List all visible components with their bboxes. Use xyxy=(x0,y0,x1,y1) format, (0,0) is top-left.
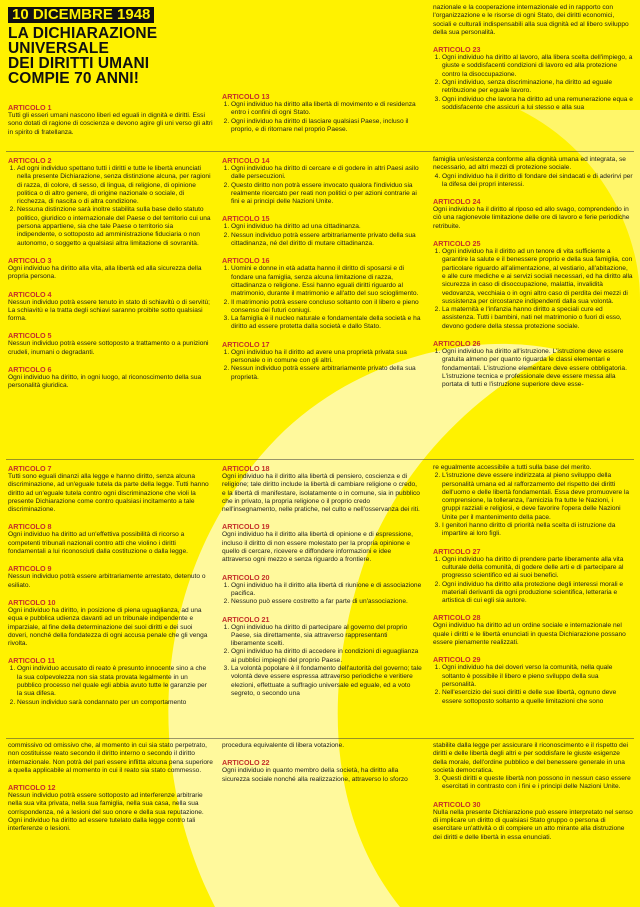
article-17 xyxy=(222,340,422,382)
article-2 xyxy=(8,156,213,248)
article-heading: ARTICOLO 4 xyxy=(8,289,52,299)
col3-row3 xyxy=(433,464,633,734)
article-heading: ARTICOLO 3 xyxy=(8,255,52,265)
article-text: Tutti gli esseri umani nascono liberi ed eguali in dignità e diritti. Essi sono dotati di ragione di coscienza e devono agire gli uni verso gli altri in spirito di fratellanza. xyxy=(8,112,213,136)
continued-list xyxy=(433,775,633,792)
list-item: 2. L'istruzione deve essere indirizzata al pieno sviluppo della personalità umana ed al rafforzamento del rispetto dei diritti dell'uomo e delle libertà fondamentali. Essa deve promuovere la comprensione, la tolleranza, l'amicizia fra tutte le Nazioni, i gruppi razziali e religiosi, e deve favorire l'opera delle Nazioni Unite per il mantenimento della pace. xyxy=(442,472,633,522)
article-heading: ARTICOLO 12 xyxy=(8,783,56,793)
article-text: Ogni individuo ha il diritto al riposo ed allo svago, comprendendo in ciò una ragionevole limitazione delle ore di lavoro e ferie periodiche retribuite. xyxy=(433,206,630,230)
article-text: Ogni individuo ha diritto ad un ordine sociale e internazionale nel quale i diritti e le libertà enunciati in questa Dichiarazione possano essere pienamente realizzati. xyxy=(433,622,626,647)
article-heading: ARTICOLO 6 xyxy=(8,365,52,375)
col3-row4 xyxy=(433,742,633,902)
article-text: Ogni individuo ha diritto, in posizione di piena uguaglianza, ad una equa e pubblica udienza davanti ad un tribunale indipendente e imparziale, al fine della determinazione dei suoi diritti e dei suoi doveri, nonché della fondatezza di ogni accusa penale che gli venga rivolta. xyxy=(8,606,208,648)
list-item: 3. La volontà popolare è il fondamento dell'autorità del governo; tale volontà deve essere espressa attraverso periodiche e veritiere elezioni, effettuate a suffragio universale ed eguale, ed a voto segreto, o secondo una xyxy=(231,665,422,698)
article-7 xyxy=(8,464,213,514)
article-heading: ARTICOLO 27 xyxy=(433,546,481,556)
article-heading: ARTICOLO 5 xyxy=(8,331,52,341)
article-22 xyxy=(222,758,422,784)
list-item: 3. La famiglia è il nucleo naturale e fondamentale della società e ha diritto ad essere protetta dalla società e dallo Stato. xyxy=(231,315,422,332)
article-9 xyxy=(8,564,213,590)
list-item: 1. Ogni individuo ha diritto di partecipare al governo del proprio Paese, sia direttamente, sia attraverso rappresentanti liberamente scelti. xyxy=(231,624,422,649)
list-item: 2. Ogni individuo ha diritto alla protezione degli interessi morali e materiali derivanti da ogni produzione scientifica, letteraria e artistica di cui egli sia autore. xyxy=(442,581,633,606)
continued-text: procedura equivalente di libera votazione. xyxy=(222,742,345,749)
col2-top xyxy=(222,92,422,150)
article-11 xyxy=(8,656,213,706)
list-item: 1. Ogni individuo ha diritto alla libertà di movimento e di residenza entro i confini di ogni Stato. xyxy=(231,101,422,118)
list-item: 1. Ogni individuo ha diritto di prendere parte liberamente alla vita culturale della comunità, di godere delle arti e di partecipare al progresso scientifico ed ai suoi benefici. xyxy=(442,556,633,581)
article-text: Ogni individuo ha diritto alla vita, alla libertà ed alla sicurezza della propria persona. xyxy=(8,264,202,281)
article-heading: ARTICOLO 22 xyxy=(222,758,270,768)
article-heading: ARTICOLO 13 xyxy=(222,92,270,101)
article-heading: ARTICOLO 25 xyxy=(433,239,481,249)
continued-text: stabilite dalla legge per assicurare il riconoscimento e il rispetto dei diritti e delle libertà degli altri e per soddisfare le giuste esigenze della morale, dell'ordine pubblico e del benessere generale in una società democratica. xyxy=(433,742,628,774)
article-3 xyxy=(8,256,213,282)
article-text: Ogni individuo ha diritto, in ogni luogo, al riconoscimento della sua personalità giuridica. xyxy=(8,374,202,390)
article-text: Nessun individuo potrà essere tenuto in stato di schiavitù o di servitù; La schiavitù e la tratta degli schiavi saranno proibite sotto qualsiasi forma. xyxy=(8,298,210,323)
list-item: 2. Nessun individuo sarà condannato per un comportamento xyxy=(17,699,213,707)
section-divider xyxy=(6,151,634,152)
list-item: 2. Ogni individuo ha diritto di lasciare qualsiasi Paese, incluso il proprio, e di ritornare nel proprio Paese. xyxy=(231,118,422,135)
continued-text: re egualmente accessibile a tutti sulla base del merito. xyxy=(433,464,592,471)
list-item: 2. Ogni individuo ha diritto di accedere in condizioni di eguaglianza ai pubblici impieghi del proprio Paese. xyxy=(231,648,422,665)
article-27 xyxy=(433,547,633,606)
col1-row3 xyxy=(8,464,213,734)
continued-text: commissivo od omissivo che, al momento in cui sia stato perpetrato, non costituisse reato secondo il diritto interno o secondo il diritto internazionale. Non potrà del pari essere inflitta alcuna pena superiore a quella applicabile al momento in cui il reato sia stato commesso. xyxy=(8,742,213,774)
article-heading: ARTICOLO 11 xyxy=(8,656,56,666)
article-text: Nessun individuo potrà essere sottoposto ad interferenze arbitrarie nella sua vita privata, nella sua famiglia, nella sua casa, nella sua corrispondenza, né a lesioni del suo onore e della sua reputazione. Ogni individuo ha diritto ad essere tutelato dalla legge contro tali interferenze o lesioni. xyxy=(8,792,204,833)
article-heading: ARTICOLO 15 xyxy=(222,214,270,224)
article-heading: ARTICOLO 24 xyxy=(433,197,481,207)
article-6 xyxy=(8,365,213,391)
list-item: 1. Ogni individuo ha diritto di cercare e di godere in altri Paesi asilo dalle persecuzioni. xyxy=(231,165,422,182)
continued-list xyxy=(433,173,633,190)
list-item: 3. Ogni individuo che lavora ha diritto ad una remunerazione equa e soddisfacente che assicuri a lui stesso e alla sua xyxy=(442,96,633,113)
article-28 xyxy=(433,613,633,647)
article-text: Ogni individuo in quanto membro della società, ha diritto alla sicurezza sociale nonché alla realizzazione, attraverso lo sforzo xyxy=(222,767,408,783)
article-heading: ARTICOLO 17 xyxy=(222,339,270,349)
article-10 xyxy=(8,598,213,648)
list-item: 2. Nessuno può essere costretto a far parte di un'associazione. xyxy=(231,598,422,606)
list-item: 2. Il matrimonio potrà essere concluso soltanto con il libero e pieno consenso dei futuri coniugi. xyxy=(231,299,422,316)
list-item: 1. Ad ogni individuo spettano tutti i diritti e tutte le libertà enunciati nella presente Dichiarazione, senza distinzione alcuna, per ragioni di razza, di colore, di sesso, di lingua, di religione, di opinione politica o di altro genere, di origine nazionale o sociale, di ricchezza, di nascita o di altra condizione. xyxy=(17,165,213,206)
continued-list xyxy=(433,472,633,538)
col2-row2 xyxy=(222,156,422,456)
section-divider xyxy=(6,459,634,460)
article-19 xyxy=(222,522,422,564)
list-item: 2. Ogni individuo, senza discriminazione, ha diritto ad eguale retribuzione per eguale lavoro. xyxy=(442,79,633,96)
article-12 xyxy=(8,783,213,833)
col3-top xyxy=(433,4,633,150)
list-item: 1. Ogni individuo ha dei doveri verso la comunità, nella quale soltanto è possibile il libero e pieno sviluppo della sua personalità. xyxy=(442,664,633,689)
article-heading: ARTICOLO 29 xyxy=(433,655,481,665)
article-30 xyxy=(433,800,633,842)
list-item: 3. I genitori hanno diritto di priorità nella scelta di istruzione da impartire ai loro figli. xyxy=(442,522,633,539)
article-text: Tutti sono eguali dinanzi alla legge e hanno diritto, senza alcuna discriminazione, ad un'eguale tutela da parte della legge. Tutti hanno diritto ad un'eguale tutela contro ogni discriminazione che violi la presente Dichiarazione come contro qualsiasi incitamento a tale discriminazione. xyxy=(8,473,209,514)
list-item: 1. Ogni individuo ha il diritto ad un tenore di vita sufficiente a garantire la salute e il benessere proprio e della sua famiglia, con particolare riguardo all'alimentazione, al vestiario, all'abitazione, e alle cure mediche e ai servizi sociali necessari, ed ha diritto alla sicurezza in caso di disoccupazione, malattia, invalidità vedovanza, vecchiaia o in ogni altro caso di perdita dei mezzi di sussistenza per circostanze indipendenti dalla sua volontà. xyxy=(442,248,633,306)
header xyxy=(8,6,234,86)
col1-row2 xyxy=(8,156,213,456)
article-heading: ARTICOLO 23 xyxy=(433,45,481,55)
list-item: 1. Ogni individuo ha diritto ad una cittadinanza. xyxy=(231,223,422,231)
list-item: 1. Ogni individuo ha il diritto ad avere una proprietà privata sua personale o in comune con gli altri. xyxy=(231,349,422,366)
article-heading: ARTICOLO 10 xyxy=(8,597,56,607)
title-line: DEI DIRITTI UMANI xyxy=(8,55,150,72)
title-line: COMPIE 70 ANNI! xyxy=(8,70,139,87)
list-item: 1. Ogni individuo ha il diritto alla libertà di riunione e di associazione pacifica. xyxy=(231,582,422,599)
article-text: Nulla nella presente Dichiarazione può essere interpretato nel senso di implicare un diritto di qualsiasi Stato gruppo o persona di esercitare un'attività o di compiere un atto mirante alla distruzione dei diritti e delle libertà in essa enunciati. xyxy=(433,808,633,841)
article-heading: ARTICOLO 2 xyxy=(8,156,52,165)
article-heading: ARTICOLO 20 xyxy=(222,572,270,582)
article-21 xyxy=(222,615,422,699)
header-title xyxy=(8,26,234,86)
list-item: 3. Questi diritti e queste libertà non possono in nessun caso essere esercitati in contrasto con i fini e i principi delle Nazioni Unite. xyxy=(442,775,633,792)
list-item: 2. Questo diritto non potrà essere invocato qualora l'individuo sia realmente ricercato per reati non politici o per azioni contrarie ai fini e ai principi delle Nazioni Unite. xyxy=(231,182,422,207)
article-1 xyxy=(8,103,213,137)
article-heading: ARTICOLO 30 xyxy=(433,799,481,809)
article-text: Ogni individuo ha diritto ad un'effettiva possibilità di ricorso a competenti tribunali nazionali contro atti che violino i diritti fondamentali a lui riconosciuti dalla costituzione o dalla legge. xyxy=(8,531,188,556)
list-item: 1. Ogni individuo accusato di reato è presunto innocente sino a che la sua colpevolezza non sia stata provata legalmente in un pubblico processo nel quale egli abbia avuto tutte le garanzie per la sua difesa. xyxy=(17,665,213,698)
article-heading: ARTICOLO 16 xyxy=(222,256,270,266)
article-heading: ARTICOLO 8 xyxy=(8,522,52,532)
article-13 xyxy=(222,92,422,134)
article-heading: ARTICOLO 19 xyxy=(222,522,270,532)
col1-row4 xyxy=(8,742,213,902)
continued-text: nazionale e la cooperazione internazionale ed in rapporto con l'organizzazione e le risorse di ogni Stato, dei diritti economici, sociali e culturali indispensabili alla sua dignità ed al libero sviluppo della sua personalità. xyxy=(433,4,629,36)
article-5 xyxy=(8,331,213,357)
section-divider xyxy=(6,738,634,739)
article-26 xyxy=(433,339,633,389)
article-16 xyxy=(222,256,422,331)
list-item: 1. Ogni individuo ha diritto all'istruzione. L'istruzione deve essere gratuita almeno per quanto riguarda le classi elementari e fondamentali. L'istruzione elementare deve essere obbligatoria. L'istruzione tecnica e professionale deve essere messa alla portata di tutti e l'istruzione superiore deve esse- xyxy=(442,348,633,389)
col2-row4 xyxy=(222,742,422,902)
article-text: Nessun individuo potrà essere arbitrariamente arrestato, detenuto o esiliato. xyxy=(8,573,206,589)
article-24 xyxy=(433,197,633,231)
article-heading: ARTICOLO 1 xyxy=(8,103,52,112)
article-heading: ARTICOLO 14 xyxy=(222,156,270,165)
list-item: 1. Uomini e donne in età adatta hanno il diritto di sposarsi e di fondare una famiglia, senza alcuna limitazione di razza, cittadinanza o religione. Essi hanno eguali diritti riguardo al matrimonio, durante il matrimonio e all'atto del suo scioglimento. xyxy=(231,265,422,298)
article-text: Ogni individuo ha il diritto alla libertà di pensiero, coscienza e di religione; tale diritto include la libertà di cambiare religione o credo, e la libertà di manifestare, isolatamente o in comune, sia in pubblico che in privato, la propria religione o il proprio credo nell'insegnamento, nelle pratiche, nel culto e nell'osservanza dei riti. xyxy=(222,473,420,514)
article-8 xyxy=(8,522,213,556)
article-heading: ARTICOLO 21 xyxy=(222,614,270,624)
col3-row2 xyxy=(433,156,633,456)
list-item: 4. Ogni individuo ha il diritto di fondare dei sindacati e di aderirvi per la difesa dei propri interessi. xyxy=(442,173,633,190)
article-29 xyxy=(433,655,633,705)
header-date: 10 DICEMBRE 1948 xyxy=(8,7,154,23)
list-item: 2. Nessun individuo potrà essere arbitrariamente privato della sua cittadinanza, né del diritto di mutare cittadinanza. xyxy=(231,232,422,249)
article-23 xyxy=(433,45,633,112)
col2-row3 xyxy=(222,464,422,734)
article-heading: ARTICOLO 9 xyxy=(8,564,52,574)
article-18 xyxy=(222,464,422,514)
list-item: 2. Nell'esercizio dei suoi diritti e delle sue libertà, ognuno deve essere sottoposto soltanto a quelle limitazioni che sono xyxy=(442,689,633,706)
list-item: 2. La maternità e l'infanzia hanno diritto a speciali cure ed assistenza. Tutti i bambini, nati nel matrimonio o fuori di esso, devono godere della stessa protezione sociale. xyxy=(442,306,633,331)
article-text: Nessun individuo potrà essere sottoposto a trattamento o a punizioni crudeli, inumani o degradanti. xyxy=(8,340,209,356)
col1-top xyxy=(8,103,213,151)
article-15 xyxy=(222,214,422,248)
list-item: 1. Ogni individuo ha diritto al lavoro, alla libera scelta dell'impiego, a giuste e soddisfacenti condizioni di lavoro ed alla protezione contro la disoccupazione. xyxy=(442,54,633,79)
continued-text: famiglia un'esistenza conforme alla dignità umana ed integrata, se necessario, ad altri mezzi di protezione sociale. xyxy=(433,156,626,172)
article-25 xyxy=(433,239,633,331)
article-20 xyxy=(222,573,422,607)
title-line: LA DICHIARAZIONE UNIVERSALE xyxy=(8,25,158,57)
article-4 xyxy=(8,290,213,324)
list-item: 2. Nessuna distinzione sarà inoltre stabilita sulla base dello statuto politico, giuridico o internazionale del Paese o del territorio cui una persona appartiene, sia che tale Paese o territorio sia indipendente, o sottoposto ad amministrazione fiduciaria o non autonomo, o soggetto a qualsiasi altra limitazione di sovranità. xyxy=(17,206,213,247)
article-text: Ogni individuo ha il diritto alla libertà di opinione e di espressione, incluso il diritto di non essere molestato per la propria opinione e quello di cercare, ricevere e diffondere informazioni e idee attraverso ogni mezzo e senza riguardo a frontiere. xyxy=(222,531,413,564)
article-heading: ARTICOLO 28 xyxy=(433,613,481,623)
list-item: 2. Nessun individuo potrà essere arbitrariamente privato della sua proprietà. xyxy=(231,365,422,382)
article-heading: ARTICOLO 18 xyxy=(222,464,270,473)
article-heading: ARTICOLO 26 xyxy=(433,339,481,349)
article-14 xyxy=(222,156,422,206)
article-heading: ARTICOLO 7 xyxy=(8,464,52,473)
